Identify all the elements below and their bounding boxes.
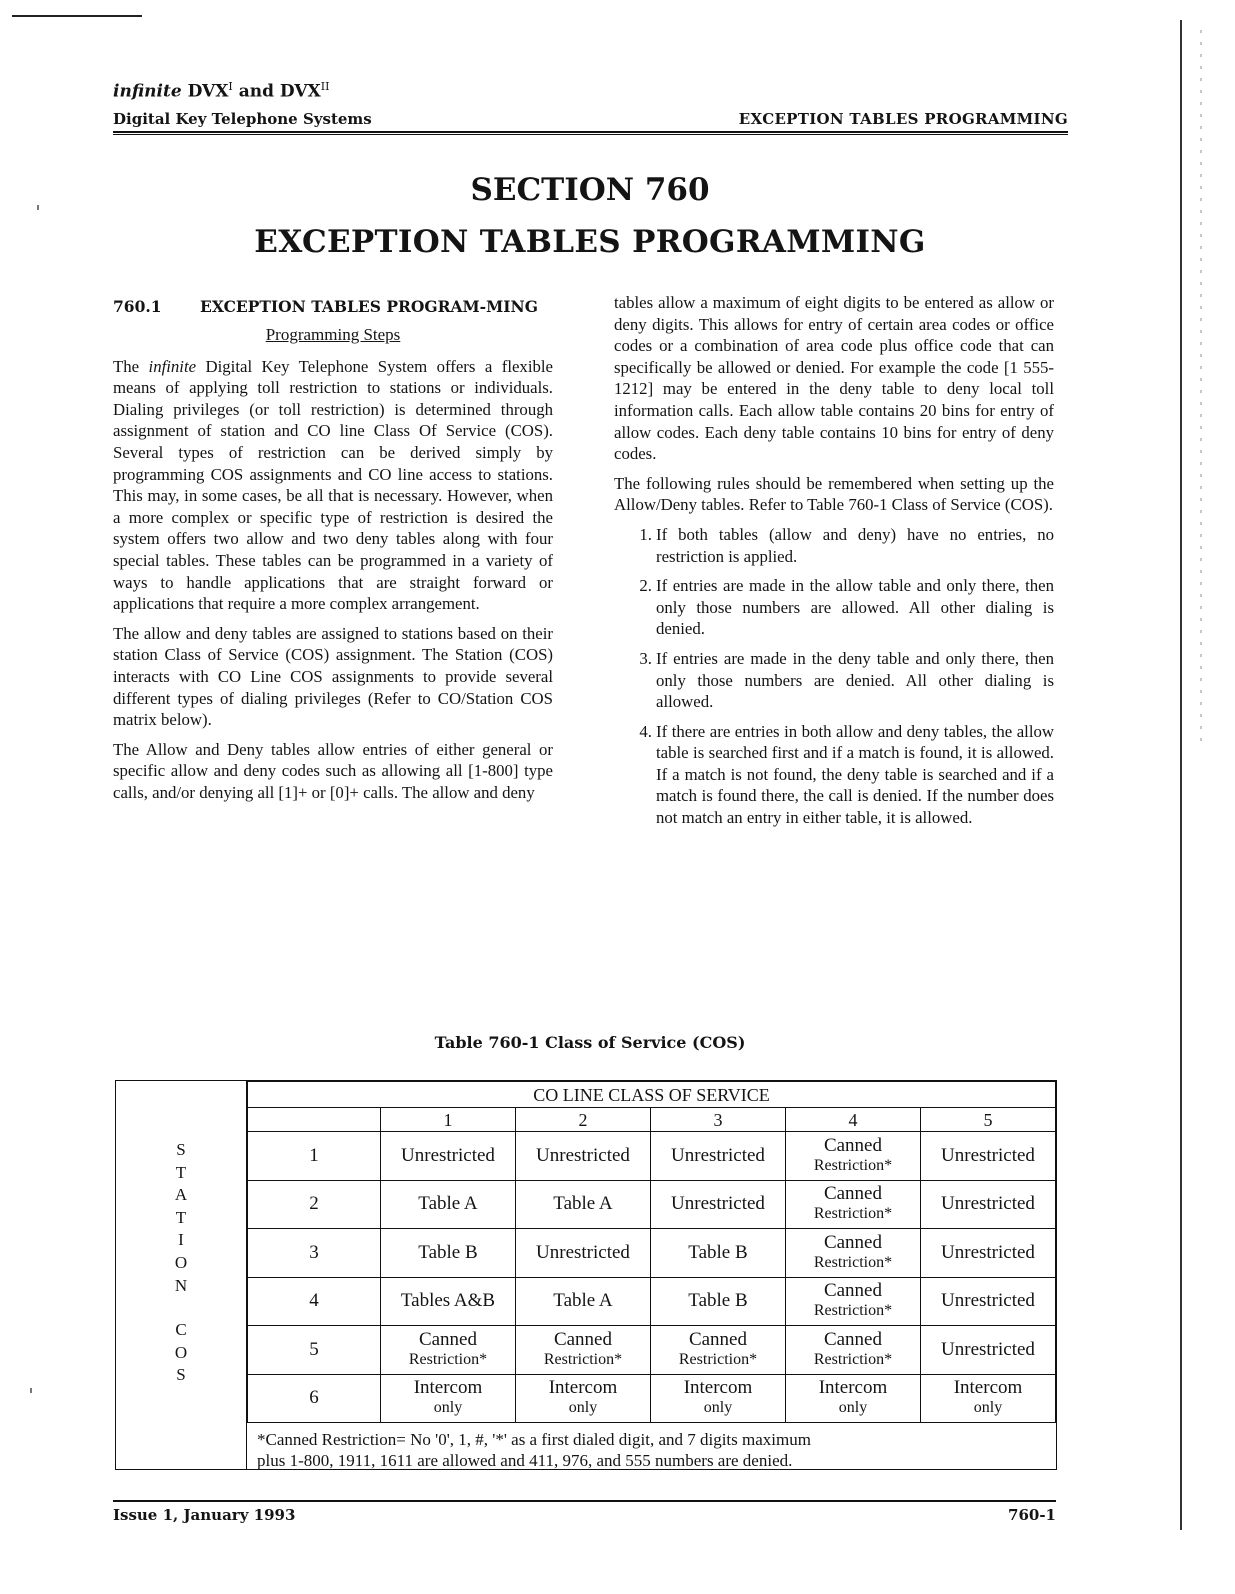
list-item-number: 1. — [639, 524, 652, 544]
table-cell-line: Restriction* — [813, 1302, 893, 1320]
list-item-text: If entries are made in the deny table and only there, then only those numbers are denied. All other dialing is allowed. — [656, 648, 1054, 712]
scan-artifact-top-line — [12, 15, 142, 17]
paragraph-intro-body: Digital Key Telephone System offers a flexible means of applying toll restriction to stations or individuals. Dialing privileges (or toll restriction) is determined through assignment of station and CO line Class Of Service (COS). Several types of restriction can be derived simply by programming COS assignments and CO line access to stations. This may, in some cases, be all that is necessary. However, when a more complex or specific type of restriction is desired the system offers two allow and two deny tables along with four special tables. These tables can be programmed in a variety of ways to handle applications that are straight forward or applications that require a more complex arrangement. — [113, 356, 553, 614]
table-cell-line: only — [433, 1399, 463, 1417]
table-cell-line: only — [703, 1399, 733, 1417]
footer-issue: Issue 1, January 1993 — [113, 1506, 296, 1524]
station-cos-number: 5 — [248, 1326, 381, 1375]
table-cell — [920, 1180, 1055, 1229]
table-cell-line: Canned — [823, 1231, 882, 1253]
station-label-letter: N — [174, 1275, 188, 1295]
table-cell — [650, 1326, 785, 1375]
table-row — [248, 1132, 1056, 1181]
table-cell-line: only — [973, 1399, 1003, 1417]
column-header: 5 — [920, 1108, 1055, 1132]
list-item-number: 4. — [639, 721, 652, 741]
table-cell — [785, 1132, 920, 1181]
table-cell-line: Table A — [553, 1290, 613, 1312]
station-label-letter: O — [174, 1342, 188, 1362]
page-footer — [113, 1500, 1056, 1526]
table-cell — [920, 1277, 1055, 1326]
table-cell — [515, 1132, 650, 1181]
table-cell — [650, 1180, 785, 1229]
table-cell-line: Unrestricted — [671, 1193, 765, 1215]
paragraph-intro — [113, 356, 553, 615]
page-title-section: SECTION 760 — [470, 172, 710, 208]
station-label-letter: A — [174, 1185, 188, 1205]
list-item-text: If entries are made in the allow table and only there, then only those numbers are allowed. All other dialing is denied. — [656, 576, 1054, 639]
table-cell-line: Restriction* — [408, 1350, 488, 1368]
table-cell — [650, 1374, 785, 1423]
table-cell — [920, 1229, 1055, 1278]
table-cell-line: only — [568, 1399, 598, 1417]
paragraph-allow-deny: The allow and deny tables are assigned to stations based on their station Class of Service (COS) assignment. The Station (COS) interacts with CO Line COS assignments to provide several different types of dialing privileges (Refer to CO/Station COS matrix below). — [113, 623, 553, 730]
table-cell-line: Table B — [688, 1241, 748, 1263]
station-label-letter: S — [176, 1365, 186, 1385]
list-item — [614, 575, 1054, 640]
page-header — [113, 80, 1068, 134]
table-cell — [380, 1132, 515, 1181]
table-cell — [785, 1180, 920, 1229]
station-label-letter: O — [174, 1252, 188, 1272]
table-row — [248, 1277, 1056, 1326]
table-cell-line: Restriction* — [813, 1350, 893, 1368]
list-item-number: 3. — [639, 648, 652, 668]
table-cell-line: Restriction* — [813, 1156, 893, 1174]
table-cell-line: Canned — [418, 1328, 477, 1350]
station-cos-letters — [170, 1139, 192, 1387]
paragraph-rules-intro: The following rules should be remembered when setting up the Allow/Deny tables. Refer to Table 760-1 Class of Service (COS). — [614, 473, 1054, 515]
header-product-sup1: I — [228, 80, 233, 93]
table-cell-line: Unrestricted — [536, 1241, 630, 1263]
table-cell — [380, 1229, 515, 1278]
table-cell — [650, 1277, 785, 1326]
table-cell — [515, 1326, 650, 1375]
table-cell-line: Restriction* — [813, 1205, 893, 1223]
table-cell — [380, 1374, 515, 1423]
table-cell-line: Canned — [823, 1280, 882, 1302]
table-cell — [515, 1229, 650, 1278]
table-cell — [380, 1326, 515, 1375]
table-cell — [650, 1132, 785, 1181]
station-cos-number: 6 — [248, 1374, 381, 1423]
co-line-header: CO LINE CLASS OF SERVICE — [248, 1082, 1056, 1108]
table-cell-line: Canned — [823, 1183, 882, 1205]
table-footnote — [247, 1427, 1056, 1473]
paragraph-allow-deny-entries: The Allow and Deny tables allow entries of either general or specific allow and deny codes such as allowing all [1-800] type calls, and/or denying all [1]+ or [0]+ calls. The allow and deny — [113, 739, 553, 802]
table-cell — [380, 1180, 515, 1229]
table-row — [248, 1229, 1056, 1278]
right-column — [614, 292, 1054, 837]
station-cos-number: 3 — [248, 1229, 381, 1278]
table-cell — [515, 1180, 650, 1229]
header-rule — [113, 131, 1068, 135]
station-label-letter: S — [176, 1140, 186, 1159]
station-cos-number: 4 — [248, 1277, 381, 1326]
table-cell-line: Intercom — [953, 1377, 1023, 1399]
rules-list — [614, 524, 1054, 829]
table-row — [248, 1326, 1056, 1375]
footer-page-number: 760-1 — [1008, 1506, 1056, 1524]
page-title: EXCEPTION TABLES PROGRAMMING — [254, 224, 926, 260]
station-label-letter: C — [175, 1320, 187, 1340]
table-cell-line: Table A — [418, 1193, 478, 1215]
table-cell-line: Intercom — [683, 1377, 753, 1399]
table-cell-line: Unrestricted — [941, 1241, 1035, 1263]
table-cell-line: Unrestricted — [941, 1290, 1035, 1312]
left-column — [113, 296, 553, 811]
section-heading — [113, 296, 553, 318]
station-label-letter: T — [175, 1207, 187, 1227]
list-item-text: If there are entries in both allow and deny tables, the allow table is searched first and if a match is found, it is allowed. If a match is not found, the deny table is searched and if a match is found there, the call is denied. If the number does not match an entry in either table, it is allowed. — [656, 721, 1054, 828]
table-cell-line: Canned — [823, 1328, 882, 1350]
paragraph-intro-lead: The — [113, 356, 149, 376]
header-section-name: EXCEPTION TABLES PROGRAMMING — [738, 109, 1068, 128]
header-product-sup2: II — [320, 80, 330, 93]
paragraph-intro-brand: infinite — [148, 356, 197, 376]
table-cell-line: Intercom — [413, 1377, 483, 1399]
station-cos-number: 1 — [248, 1132, 381, 1181]
header-product-line — [113, 80, 1068, 102]
table-row — [248, 1374, 1056, 1423]
paragraph-tables-digits: tables allow a maximum of eight digits to be entered as allow or deny digits. This allows for entry of certain area codes or office codes or a combination of area code plus office code that can specifically be allowed or denied. For example the code [1 555-1212] may be entered in the deny table to deny local toll information calls. Each allow table contains 20 bins for entry of allow codes. Each deny table contains 10 bins for entry of deny codes. — [614, 293, 1054, 464]
list-item-text: If both tables (allow and deny) have no entries, no restriction is applied. — [656, 524, 1054, 566]
table-cell-line: Intercom — [818, 1377, 888, 1399]
list-item — [614, 721, 1054, 829]
cos-grid — [247, 1081, 1056, 1423]
table-cell-line: Unrestricted — [941, 1144, 1035, 1166]
table-cell-line: Restriction* — [678, 1350, 758, 1368]
station-label-letter: I — [178, 1230, 184, 1250]
scan-artifact-specks — [1200, 30, 1202, 750]
header-brand: infinite — [113, 81, 182, 102]
header-subtitle: Digital Key Telephone Systems — [113, 109, 372, 128]
scan-speck — [30, 1388, 32, 1393]
footnote-line-2: plus 1-800, 1911, 1611 are allowed and 411, 976, and 555 numbers are denied. — [257, 1451, 793, 1470]
scan-artifact-page-edge — [1180, 20, 1182, 1530]
station-cos-label — [116, 1081, 247, 1469]
table-cell-line: Canned — [688, 1328, 747, 1350]
table-cell-line: Intercom — [548, 1377, 618, 1399]
table-cell — [785, 1326, 920, 1375]
table-cell-line: Table A — [553, 1193, 613, 1215]
list-item — [614, 524, 1054, 567]
table-cell — [920, 1374, 1055, 1423]
table-cell-line: Table B — [418, 1241, 478, 1263]
header-product-and: and DVX — [238, 81, 321, 102]
table-cell — [650, 1229, 785, 1278]
section-heading-text: EXCEPTION TABLES PROGRAM-MING — [200, 297, 538, 316]
table-cell — [515, 1277, 650, 1326]
subheading: Programming Steps — [265, 325, 401, 344]
table-cell-line: Unrestricted — [401, 1144, 495, 1166]
table-cell — [920, 1326, 1055, 1375]
station-label-gap — [170, 1297, 192, 1319]
table-cell — [785, 1374, 920, 1423]
table-title: Table 760-1 Class of Service (COS) — [434, 1033, 746, 1052]
cos-table — [115, 1080, 1057, 1470]
table-cell-line: Unrestricted — [941, 1193, 1035, 1215]
table-cell-line: Canned — [823, 1134, 882, 1156]
corner-cell — [248, 1108, 381, 1132]
section-number: 760.1 — [113, 297, 162, 316]
list-item-number: 2. — [639, 576, 652, 596]
table-cell-line: Unrestricted — [941, 1338, 1035, 1360]
table-cell — [785, 1277, 920, 1326]
table-cell-line: Tables A&B — [400, 1290, 496, 1312]
table-cell-line: Table B — [688, 1290, 748, 1312]
footnote-line-1: *Canned Restriction= No '0', 1, #, '*' as a first dialed digit, and 7 digits maximum — [257, 1430, 811, 1449]
table-cell-line: Unrestricted — [536, 1144, 630, 1166]
column-header: 2 — [515, 1108, 650, 1132]
table-cell-line: only — [838, 1399, 868, 1417]
table-cell-line: Restriction* — [813, 1253, 893, 1271]
header-product: DVX — [187, 81, 229, 102]
list-item — [614, 648, 1054, 713]
station-cos-number: 2 — [248, 1180, 381, 1229]
column-header: 1 — [380, 1108, 515, 1132]
table-row — [248, 1180, 1056, 1229]
table-cell — [785, 1229, 920, 1278]
table-cell — [380, 1277, 515, 1326]
table-cell — [920, 1132, 1055, 1181]
station-label-letter: T — [175, 1162, 187, 1182]
column-header: 3 — [650, 1108, 785, 1132]
table-cell-line: Canned — [553, 1328, 612, 1350]
column-header: 4 — [785, 1108, 920, 1132]
table-cell — [515, 1374, 650, 1423]
table-cell-line: Unrestricted — [671, 1144, 765, 1166]
table-cell-line: Restriction* — [543, 1350, 623, 1368]
